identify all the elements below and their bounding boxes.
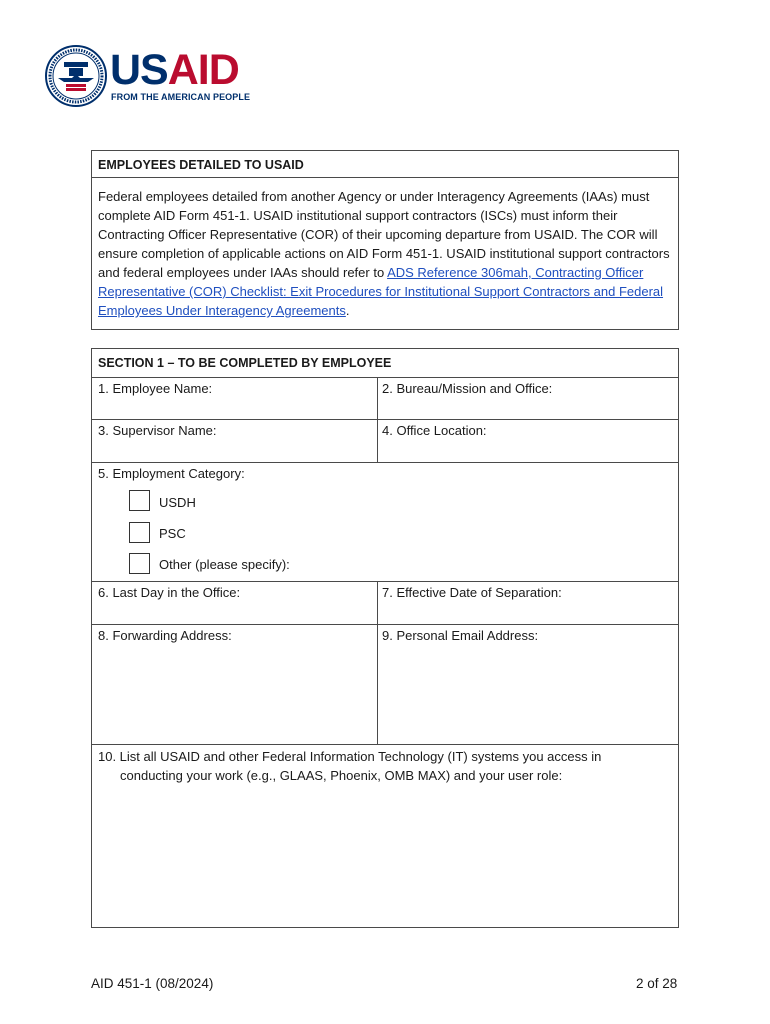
supervisor-name-field[interactable]: 3. Supervisor Name:	[98, 423, 217, 438]
usaid-seal-icon	[44, 44, 108, 108]
detailed-employees-box	[91, 150, 679, 330]
employee-name-field[interactable]: 1. Employee Name:	[98, 381, 213, 396]
it-systems-question-cont: conducting your work (e.g., GLAAS, Phoenix, OMB MAX) and your user role:	[120, 768, 563, 783]
employment-category-label: 5. Employment Category:	[98, 466, 245, 481]
personal-email-field[interactable]: 9. Personal Email Address:	[382, 628, 539, 643]
office-location-field[interactable]: 4. Office Location:	[382, 423, 487, 438]
ads-reference-link[interactable]: ADS Reference 306mah, Contracting Officer Representative (COR) Checklist: Exit Procedures for Institutional Support Contractors and Federal Employees Under Interagency Agreements	[98, 265, 664, 318]
other-checkbox[interactable]	[129, 553, 150, 574]
it-systems-question[interactable]: 10. List all USAID and other Federal Information Technology (IT) systems you access in	[98, 749, 602, 764]
page-number: 2 of 28	[636, 976, 678, 991]
section-1-form	[91, 348, 679, 928]
psc-label: PSC	[159, 526, 186, 541]
usaid-tagline: FROM THE AMERICAN PEOPLE	[111, 92, 251, 102]
bureau-mission-field[interactable]: 2. Bureau/Mission and Office:	[382, 381, 553, 396]
effective-date-field[interactable]: 7. Effective Date of Separation:	[382, 585, 562, 600]
other-label: Other (please specify):	[159, 557, 290, 572]
form-id: AID 451-1 (08/2024)	[91, 976, 214, 991]
usaid-logo	[44, 44, 254, 110]
detailed-employees-text: Federal employees detailed from another Agency or under Interagency Agreements (IAAs) must complete AID Form 451-1. USAID institutional support contractors (ISCs) must inform their Contracting Officer Representative (COR) of their upcoming departure from USAID. The COR will ensure completion of applicable actions on AID Form 451-1. USAID institutional support contractors and federal employees under IAAs should refer to ADS Reference 306mah, Contracting Officer Representative (COR) Checklist: Exit Procedures for Institutional Support Contractors and Federal Employees Under Interagency Agreements.	[98, 189, 670, 318]
detailed-employees-heading: EMPLOYEES DETAILED TO USAID	[98, 158, 304, 172]
forwarding-address-field[interactable]: 8. Forwarding Address:	[98, 628, 232, 643]
last-day-field[interactable]: 6. Last Day in the Office:	[98, 585, 241, 600]
usaid-wordmark: USAID	[110, 46, 239, 94]
usdh-label: USDH	[159, 495, 196, 510]
psc-checkbox[interactable]	[129, 522, 150, 543]
usdh-checkbox[interactable]	[129, 490, 150, 511]
section-1-heading: SECTION 1 – TO BE COMPLETED BY EMPLOYEE	[98, 356, 392, 370]
